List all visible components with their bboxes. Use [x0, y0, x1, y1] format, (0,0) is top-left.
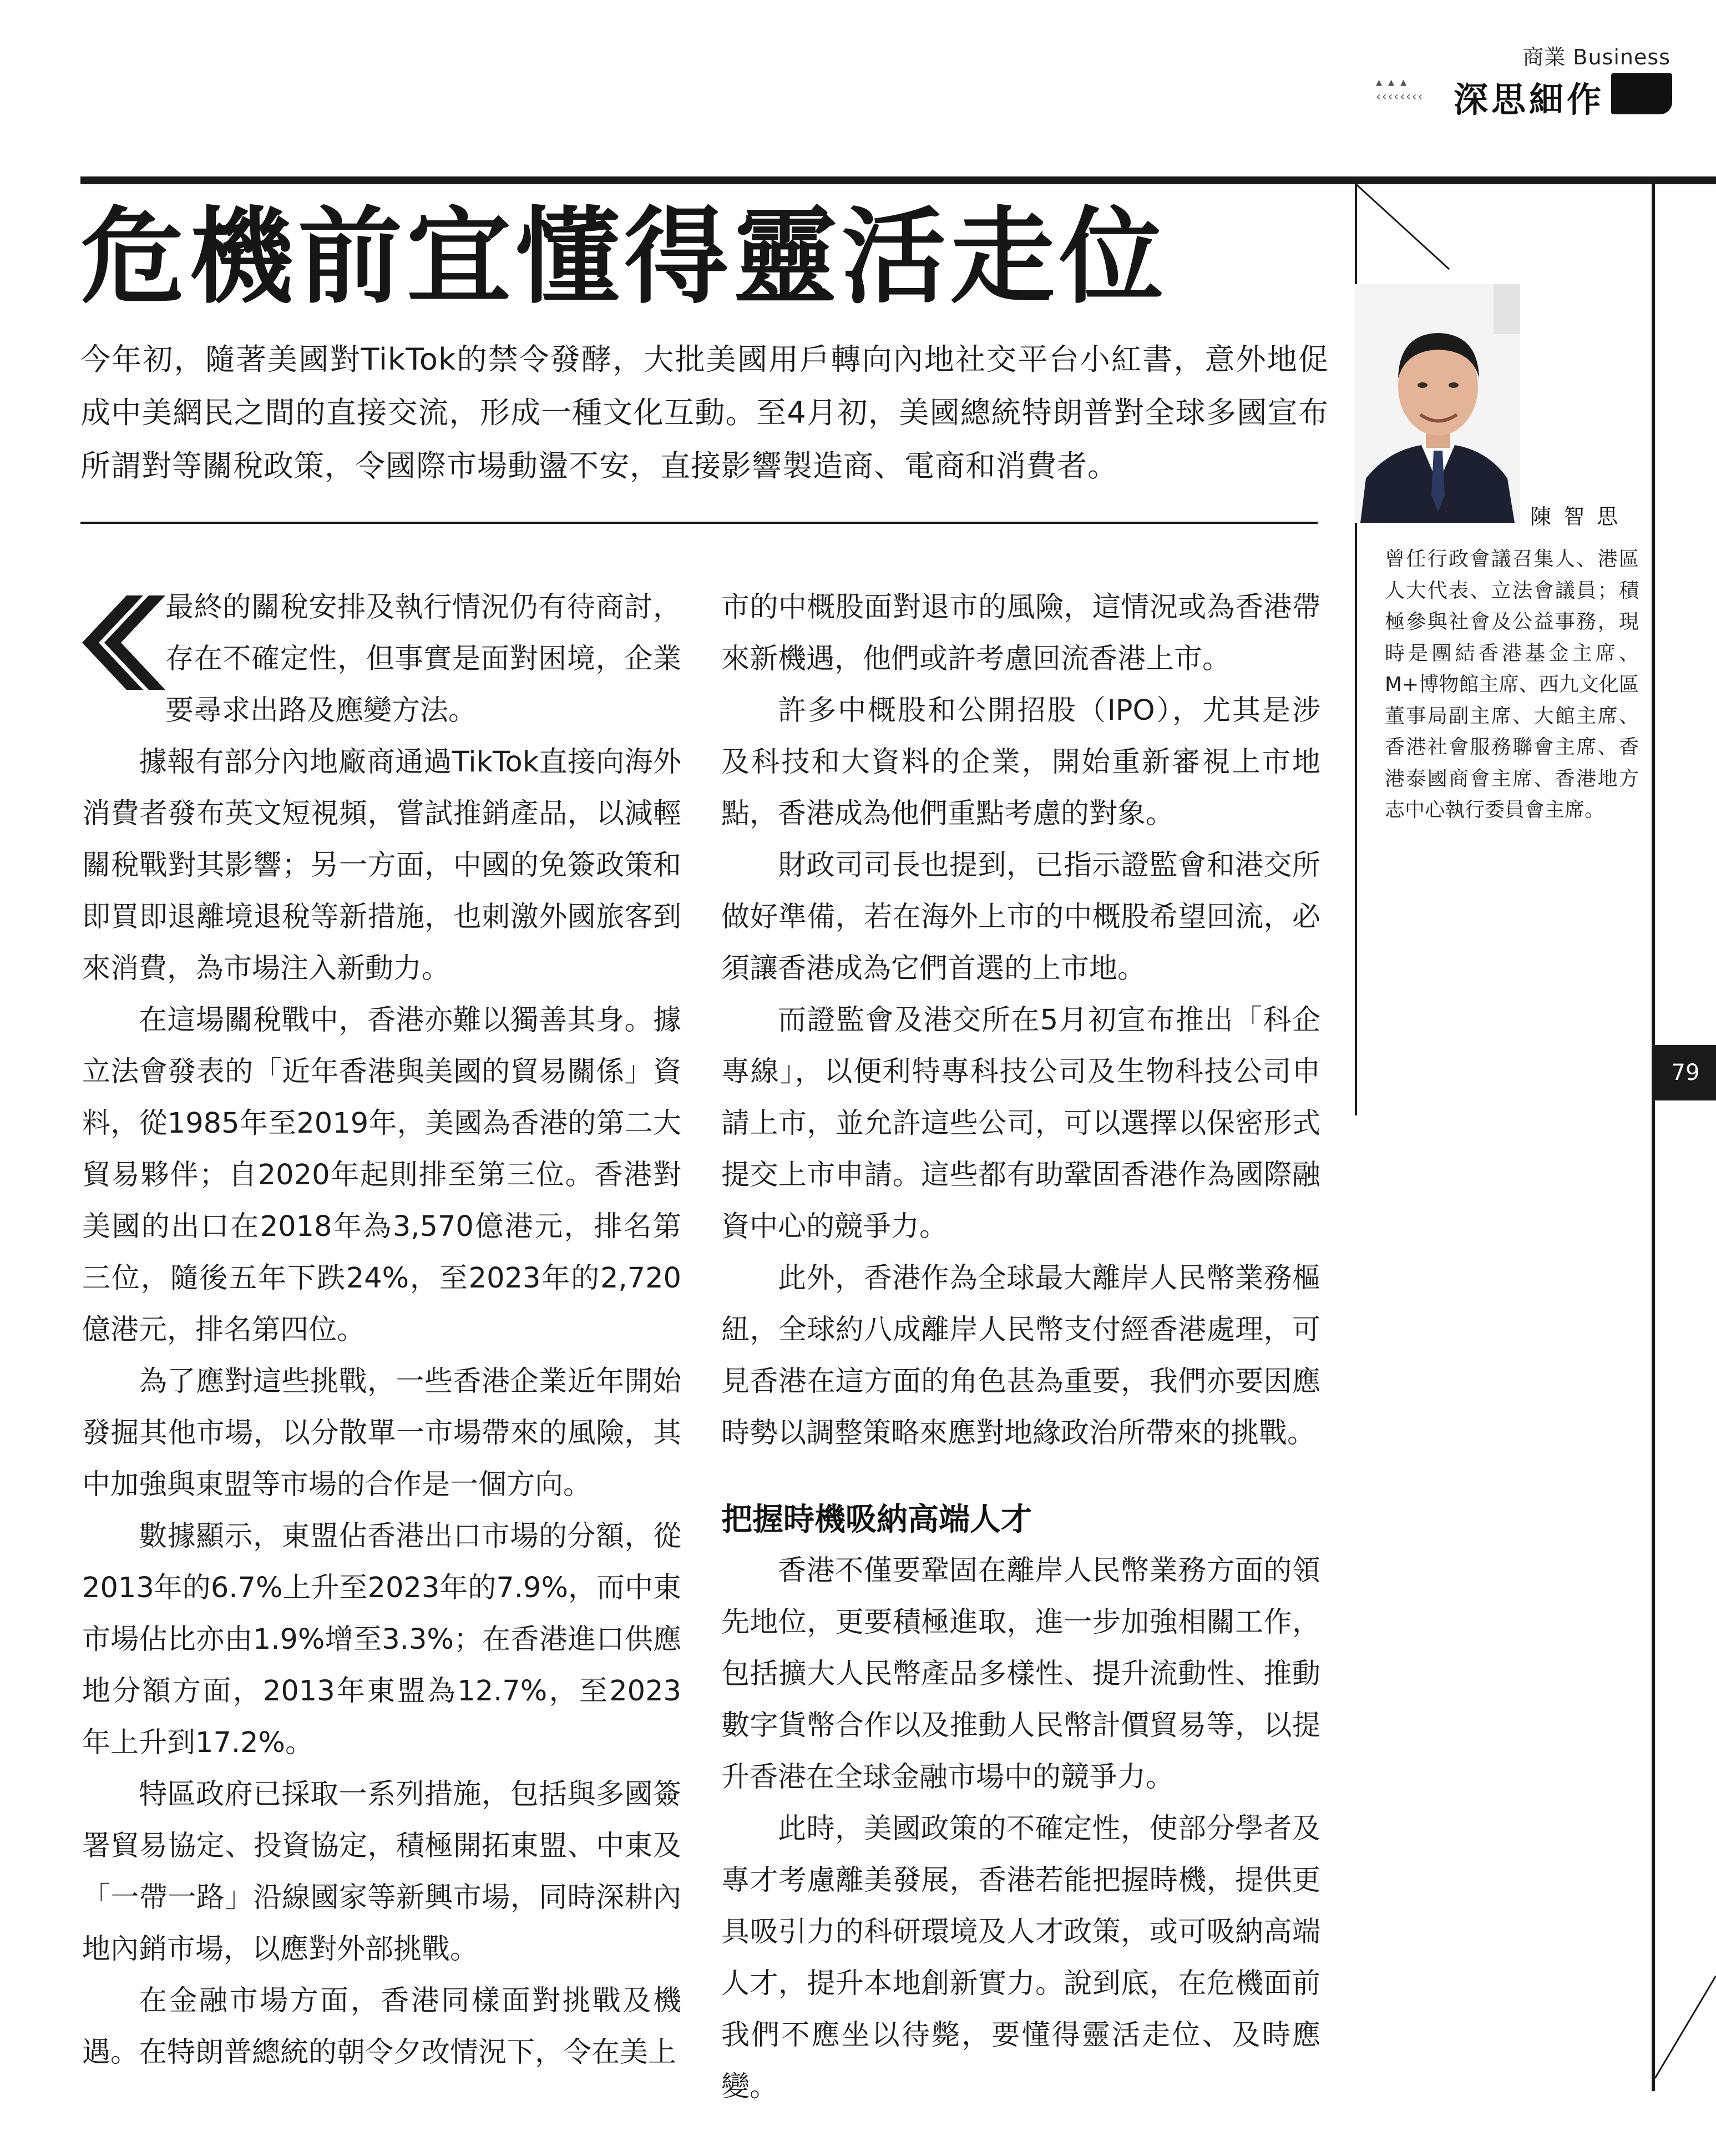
- paragraph: 在金融市場方面，香港同樣面對挑戰及機遇。在特朗普總統的朝令夕改情況下，令在美上: [82, 1985, 681, 2069]
- paragraph: 據報有部分內地廠商通過TikTok直接向海外消費者發布英文短視頻，嘗試推銷產品，以減輕關稅戰對其影響；另一方面，中國的免簽政策和即買即退離境退稅等新措施，也刺激外國旅客到來消費，為市場注入新動力。: [82, 746, 681, 985]
- section-label: 商業 Business: [1522, 45, 1671, 69]
- diagonal-line-bottom: [1651, 1976, 1716, 2081]
- paragraph: 財政司司長也提到，已指示證監會和港交所做好準備，若在海外上市的中概股希望回流，必須讓香港成為它們首選的上市地。: [721, 849, 1320, 985]
- headline: 危機前宜懂得靈活走位: [80, 196, 1168, 318]
- author-portrait-icon: [1355, 284, 1520, 523]
- author-name: 陳智思: [1530, 504, 1631, 529]
- paragraph: 此時，美國政策的不確定性，使部分學者及專才考慮離美發展，香港若能把握時機，提供更具吸引力的科研環境及人才政策，或可吸納高端人才，提升本地創新實力。說到底，在危機面前我們不應坐以待斃，要懂得靈活走位、及時應變。: [721, 1812, 1320, 2103]
- page-number: 79: [1655, 1045, 1716, 1100]
- author-photo: [1355, 284, 1520, 523]
- quote-mark-icon: [82, 595, 165, 690]
- intro-paragraph: 今年初，隨著美國對TikTok的禁令發酵，大批美國用戶轉向內地社交平台小紅書，意外地促成中美網民之間的直接交流，形成一種文化互動。至4月初，美國總統特朗普對全球多國宣布所謂對等關稅政策，令國際市場動盪不安，直接影響製造商、電商和消費者。: [80, 342, 1329, 483]
- paragraph: 在這場關稅戰中，香港亦難以獨善其身。據立法會發表的「近年香港與美國的貿易關係」資料，從1985年至2019年，美國為香港的第二大貿易夥伴；自2020年起則排至第三位。香港對美國的出口在2018年為3,570億港元，排名第三位，隨後五年下跌24%，至2023年的2,720億港元，排名第四位。: [82, 1004, 681, 1346]
- right-margin-bar: [1652, 176, 1655, 2091]
- paragraph: 許多中概股和公開招股（IPO），尤其是涉及科技和大資料的企業，開始重新審視上市地點，香港成為他們重點考慮的對象。: [721, 694, 1320, 830]
- column-decoration-icon: ▴ ▴ ▴ ‹‹‹‹‹‹‹‹: [1376, 75, 1424, 104]
- paragraph: 市的中概股面對退市的風險，這情況或為香港帶來新機遇，他們或許考慮回流香港上市。: [721, 591, 1320, 675]
- subheading: 把握時機吸納高端人才: [721, 1502, 1032, 1538]
- paragraph: 香港不僅要鞏固在離岸人民幣業務方面的領先地位，更要積極進取，進一步加強相關工作，包括擴大人民幣產品多樣性、提升流動性、推動數字貨幣合作以及推動人民幣計價貿易等，以提升香港在全球金融市場中的競爭力。: [721, 1554, 1320, 1794]
- column-title: 深思細作: [1454, 79, 1605, 120]
- paragraph: 為了應對這些挑戰，一些香港企業近年開始發掘其他市場，以分散單一市場帶來的風險，其中加強與東盟等市場的合作是一個方向。: [82, 1365, 681, 1501]
- intro-rule: [80, 522, 1318, 524]
- author-bio: 曾任行政會議召集人、港區人大代表、立法會議員；積極參與社會及公益事務，現時是團結香港基金主席、M+博物館主席、西九文化區董事局副主席、大館主席、香港社會服務聯會主席、香港泰國商會主席、香港地方志中心執行委員會主席。: [1385, 548, 1639, 821]
- paragraph: 數據顯示，東盟佔香港出口市場的分額，從2013年的6.7%上升至2023年的7.9%，而中東市場佔比亦由1.9%增至3.3%；在香港進口供應地分額方面，2013年東盟為12.7%，至2023年上升到17.2%。: [82, 1520, 681, 1759]
- diagonal-line-top: [1355, 183, 1632, 272]
- paragraph: 而證監會及港交所在5月初宣布推出「科企專線」，以便利特專科技公司及生物科技公司申請上市，並允許這些公司，可以選擇以保密形式提交上市申請。這些都有助鞏固香港作為國際融資中心的競爭力。: [721, 1004, 1320, 1243]
- body-column-right: [721, 582, 1320, 2113]
- paragraph: 此外，香港作為全球最大離岸人民幣業務樞紐，全球約八成離岸人民幣支付經香港處理，可見香港在這方面的角色甚為重要，我們亦要因應時勢以調整策略來應對地緣政治所帶來的挑戰。: [721, 1262, 1320, 1450]
- body-column-left: [82, 582, 681, 2078]
- paragraph: 最終的關稅安排及執行情況仍有待商討，存在不確定性，但事實是面對困境，企業要尋求出路及應變方法。: [165, 591, 681, 727]
- paragraph: 特區政府已採取一系列措施，包括與多國簽署貿易協定、投資協定，積極開拓東盟、中東及「一帶一路」沿線國家等新興市場，同時深耕內地內銷市場，以應對外部挑戰。: [82, 1778, 681, 1966]
- column-badge-icon: [1611, 73, 1672, 114]
